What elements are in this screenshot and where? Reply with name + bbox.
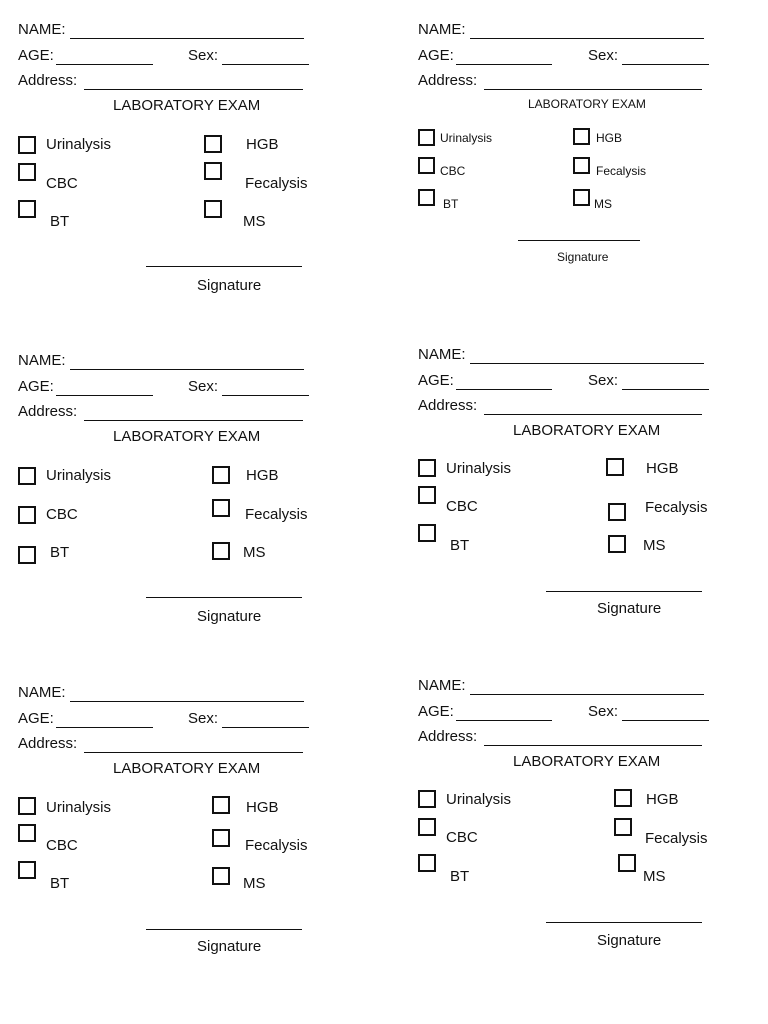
hgb-checkbox[interactable]	[204, 135, 222, 153]
sex-field[interactable]	[222, 64, 309, 65]
bt-label: BT	[450, 537, 470, 554]
signature-line[interactable]	[546, 922, 702, 923]
bt-checkbox[interactable]	[418, 189, 435, 206]
age-field[interactable]	[456, 389, 552, 390]
name-label: NAME:	[418, 21, 466, 38]
cbc-checkbox[interactable]	[18, 824, 36, 842]
age-field[interactable]	[456, 720, 552, 721]
address-field[interactable]	[484, 89, 702, 90]
cbc-checkbox[interactable]	[18, 506, 36, 524]
name-label: NAME:	[418, 677, 466, 694]
cbc-checkbox[interactable]	[418, 486, 436, 504]
sex-label: Sex:	[188, 47, 219, 64]
name-field[interactable]	[470, 694, 704, 695]
signature-label: Signature	[197, 938, 262, 955]
hgb-label: HGB	[646, 791, 679, 808]
urinalysis-label: Urinalysis	[446, 791, 512, 808]
sex-field[interactable]	[222, 395, 309, 396]
bt-label: BT	[50, 875, 70, 892]
urinalysis-checkbox[interactable]	[18, 467, 36, 485]
lab-request-slip-2	[418, 18, 768, 318]
bt-label: BT	[443, 197, 459, 211]
urinalysis-label: Urinalysis	[440, 131, 493, 145]
fecalysis-label: Fecalysis	[245, 506, 308, 523]
age-label: AGE:	[418, 47, 454, 64]
ms-label: MS	[243, 544, 266, 561]
name-label: NAME:	[418, 346, 466, 363]
address-label: Address:	[418, 72, 478, 89]
name-label: NAME:	[18, 352, 66, 369]
age-label: AGE:	[18, 710, 54, 727]
sex-label: Sex:	[588, 47, 619, 64]
hgb-checkbox[interactable]	[573, 128, 590, 145]
cbc-label: CBC	[46, 506, 78, 523]
urinalysis-checkbox[interactable]	[18, 136, 36, 154]
signature-label: Signature	[597, 932, 662, 949]
name-field[interactable]	[70, 369, 304, 370]
name-field[interactable]	[470, 363, 704, 364]
address-label: Address:	[18, 72, 78, 89]
form-title: LABORATORY EXAM	[113, 97, 261, 114]
sex-field[interactable]	[622, 720, 709, 721]
sex-field[interactable]	[622, 64, 709, 65]
fecalysis-label: Fecalysis	[645, 830, 708, 847]
lab-request-slip-5	[18, 681, 378, 981]
fecalysis-label: Fecalysis	[245, 837, 308, 854]
lab-request-slip-3	[18, 349, 378, 649]
bt-label: BT	[50, 213, 70, 230]
hgb-label: HGB	[646, 460, 679, 477]
name-field[interactable]	[70, 38, 304, 39]
cbc-checkbox[interactable]	[418, 157, 435, 174]
address-field[interactable]	[84, 420, 303, 421]
signature-line[interactable]	[518, 240, 640, 241]
name-label: NAME:	[18, 21, 66, 38]
fecalysis-checkbox[interactable]	[204, 162, 222, 180]
cbc-checkbox[interactable]	[18, 163, 36, 181]
age-field[interactable]	[56, 395, 153, 396]
cbc-label: CBC	[46, 837, 78, 854]
bt-checkbox[interactable]	[418, 524, 436, 542]
hgb-checkbox[interactable]	[606, 458, 624, 476]
hgb-label: HGB	[596, 131, 623, 145]
cbc-label: CBC	[440, 164, 466, 178]
hgb-label: HGB	[246, 136, 279, 153]
ms-checkbox[interactable]	[573, 189, 590, 206]
lab-request-slip-1	[18, 18, 378, 318]
age-field[interactable]	[56, 64, 153, 65]
ms-checkbox[interactable]	[608, 535, 626, 553]
form-title: LABORATORY EXAM	[113, 760, 261, 777]
address-field[interactable]	[84, 89, 303, 90]
form-title: LABORATORY EXAM	[513, 422, 661, 439]
form-title: LABORATORY EXAM	[528, 97, 646, 111]
age-field[interactable]	[56, 727, 153, 728]
address-label: Address:	[418, 397, 478, 414]
fecalysis-checkbox[interactable]	[573, 157, 590, 174]
ms-checkbox[interactable]	[618, 854, 636, 872]
signature-line[interactable]	[146, 266, 302, 267]
cbc-label: CBC	[46, 175, 78, 192]
fecalysis-checkbox[interactable]	[212, 829, 230, 847]
signature-label: Signature	[197, 608, 262, 625]
urinalysis-checkbox[interactable]	[418, 790, 436, 808]
hgb-checkbox[interactable]	[614, 789, 632, 807]
lab-request-slip-4	[418, 343, 768, 643]
urinalysis-checkbox[interactable]	[18, 797, 36, 815]
name-label: NAME:	[18, 684, 66, 701]
sex-label: Sex:	[588, 372, 619, 389]
ms-checkbox[interactable]	[212, 542, 230, 560]
lab-request-slip-6	[418, 674, 768, 974]
ms-label: MS	[243, 875, 266, 892]
ms-label: MS	[594, 197, 612, 211]
cbc-label: CBC	[446, 498, 478, 515]
ms-label: MS	[643, 868, 666, 885]
sex-label: Sex:	[588, 703, 619, 720]
form-title: LABORATORY EXAM	[513, 753, 661, 770]
signature-label: Signature	[557, 250, 609, 264]
bt-checkbox[interactable]	[418, 854, 436, 872]
fecalysis-label: Fecalysis	[245, 175, 308, 192]
sex-label: Sex:	[188, 710, 219, 727]
bt-checkbox[interactable]	[18, 546, 36, 564]
signature-label: Signature	[597, 600, 662, 617]
signature-line[interactable]	[146, 597, 302, 598]
form-title: LABORATORY EXAM	[113, 428, 261, 445]
fecalysis-label: Fecalysis	[596, 164, 647, 178]
urinalysis-label: Urinalysis	[46, 136, 112, 153]
age-field[interactable]	[456, 64, 552, 65]
address-label: Address:	[18, 403, 78, 420]
name-field[interactable]	[470, 38, 704, 39]
signature-line[interactable]	[546, 591, 702, 592]
urinalysis-label: Urinalysis	[446, 460, 512, 477]
address-field[interactable]	[484, 414, 702, 415]
bt-label: BT	[450, 868, 470, 885]
fecalysis-checkbox[interactable]	[608, 503, 626, 521]
address-field[interactable]	[484, 745, 702, 746]
ms-checkbox[interactable]	[204, 200, 222, 218]
name-field[interactable]	[70, 701, 304, 702]
age-label: AGE:	[418, 372, 454, 389]
cbc-checkbox[interactable]	[418, 818, 436, 836]
cbc-label: CBC	[446, 829, 478, 846]
hgb-label: HGB	[246, 799, 279, 816]
age-label: AGE:	[18, 47, 54, 64]
address-label: Address:	[18, 735, 78, 752]
sex-field[interactable]	[622, 389, 709, 390]
age-label: AGE:	[418, 703, 454, 720]
fecalysis-checkbox[interactable]	[614, 818, 632, 836]
ms-label: MS	[643, 537, 666, 554]
hgb-checkbox[interactable]	[212, 796, 230, 814]
bt-checkbox[interactable]	[18, 861, 36, 879]
fecalysis-checkbox[interactable]	[212, 499, 230, 517]
address-field[interactable]	[84, 752, 303, 753]
fecalysis-label: Fecalysis	[645, 499, 708, 516]
signature-line[interactable]	[146, 929, 302, 930]
hgb-label: HGB	[246, 467, 279, 484]
bt-checkbox[interactable]	[18, 200, 36, 218]
signature-label: Signature	[197, 277, 262, 294]
urinalysis-label: Urinalysis	[46, 799, 112, 816]
ms-label: MS	[243, 213, 266, 230]
sex-field[interactable]	[222, 727, 309, 728]
urinalysis-checkbox[interactable]	[418, 129, 435, 146]
hgb-checkbox[interactable]	[212, 466, 230, 484]
ms-checkbox[interactable]	[212, 867, 230, 885]
urinalysis-checkbox[interactable]	[418, 459, 436, 477]
bt-label: BT	[50, 544, 70, 561]
sex-label: Sex:	[188, 378, 219, 395]
age-label: AGE:	[18, 378, 54, 395]
address-label: Address:	[418, 728, 478, 745]
urinalysis-label: Urinalysis	[46, 467, 112, 484]
